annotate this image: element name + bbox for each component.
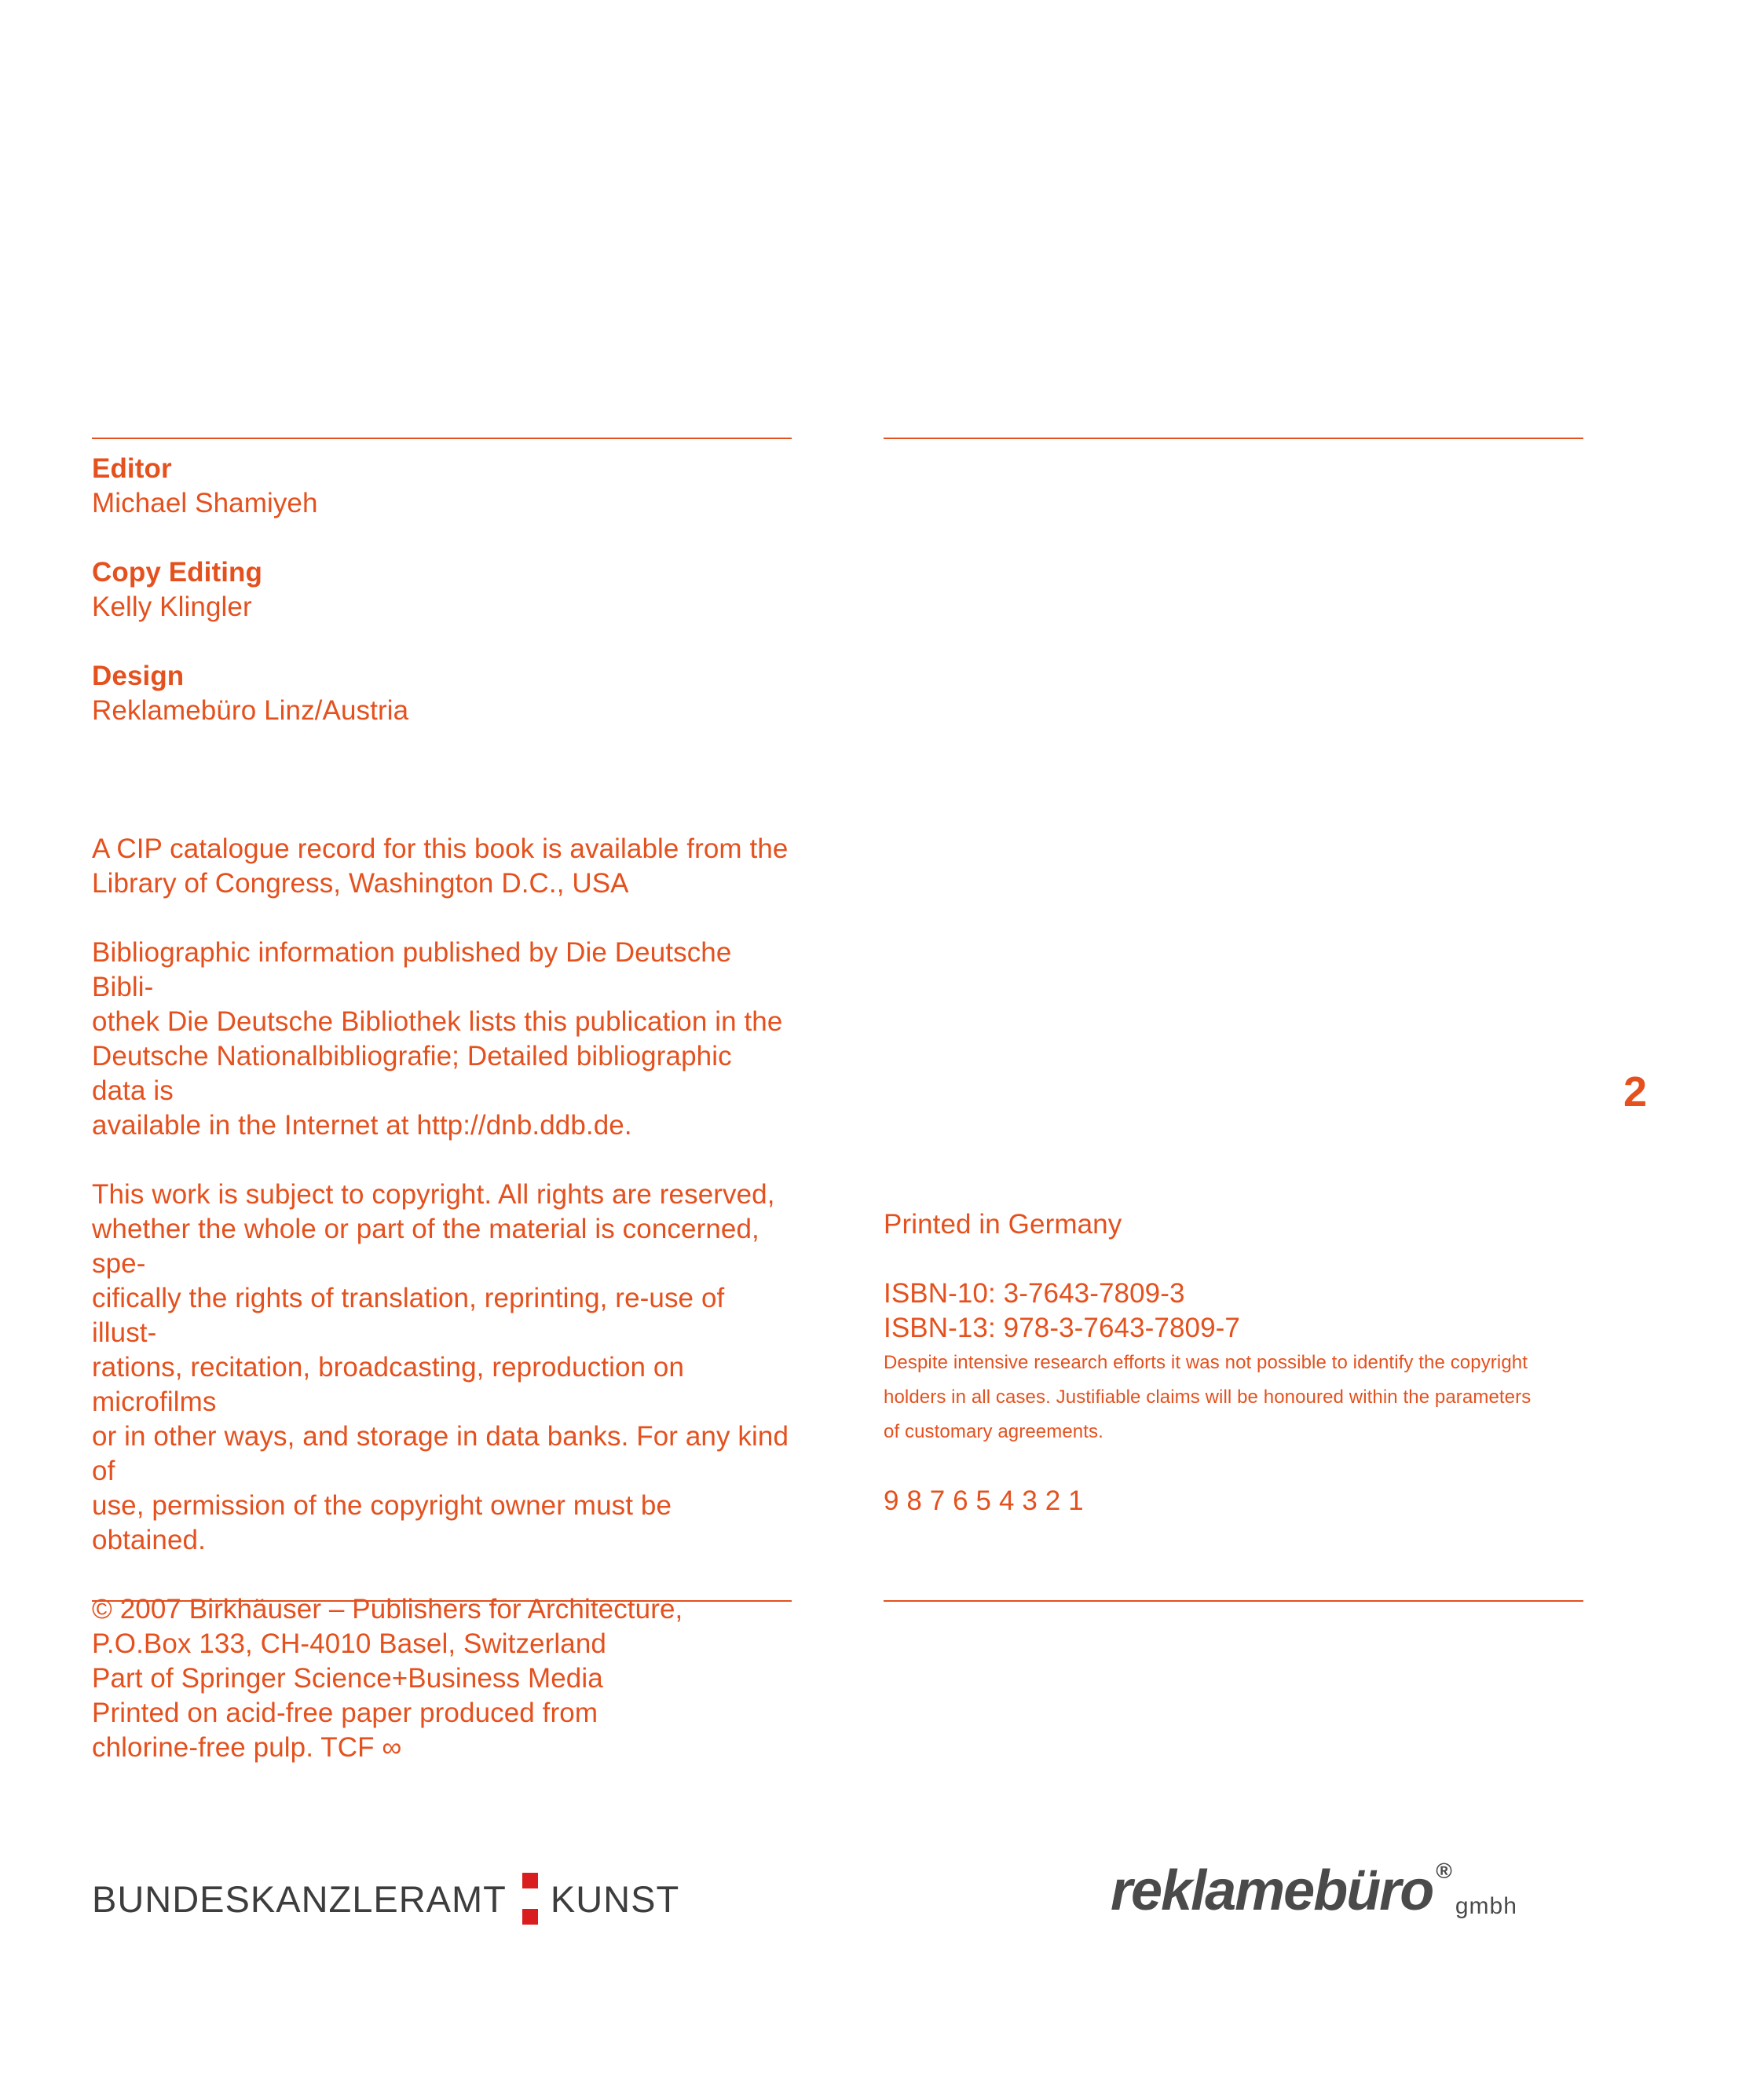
bibliographic-paragraph [92,936,791,1143]
copyright-line: whether the whole or part of the material is concerned, spe- [92,1214,759,1279]
printed-in-germany: Printed in Germany [884,1209,1122,1240]
bundeskanzleramt-kunst-logo [92,1871,679,1926]
publisher-line: P.O.Box 133, CH-4010 Basel, Switzerland [92,1628,606,1659]
logo-text-gmbh: gmbh [1455,1893,1517,1919]
disclaimer-line: of customary agreements. [884,1421,1103,1442]
logo-red-squares-icon [522,1873,538,1925]
logo-text-reklamebuero: reklamebüro [1111,1859,1433,1922]
logo-text-bundeskanzleramt: BUNDESKANZLERAMT [92,1877,507,1920]
biblio-line: Deutsche Nationalbibliografie; Detailed bibliographic data is [92,1041,732,1106]
copy-editing-name: Kelly Klingler [92,592,252,622]
copyright-line: use, permission of the copyright owner must be obtained. [92,1490,672,1555]
copy-editing-heading: Copy Editing [92,557,263,588]
design-heading: Design [92,661,185,691]
publisher-paragraph [92,1592,791,1765]
isbn-13: ISBN-13: 978-3-7643-7809-7 [884,1313,1240,1343]
copyright-line: rations, recitation, broadcasting, reproduction on microfilms [92,1352,685,1417]
cip-line: Library of Congress, Washington D.C., USA [92,868,629,899]
right-column [884,1207,1583,1518]
copyright-paragraph [92,1178,791,1558]
biblio-line: available in the Internet at http://dnb.ddb.de. [92,1110,632,1141]
disclaimer-line: Despite intensive research efforts it was not possible to identify the copyright [884,1352,1528,1373]
editor-heading: Editor [92,453,172,484]
cip-line: A CIP catalogue record for this book is available from the [92,833,789,864]
left-column [92,452,791,1765]
publisher-line: © 2007 Birkhäuser – Publishers for Architecture, [92,1594,683,1625]
disclaimer-line: holders in all cases. Justifiable claims will be honoured within the parameters [884,1387,1532,1408]
top-rule-left [92,438,792,439]
copyright-line: or in other ways, and storage in data banks. For any kind of [92,1421,789,1486]
disclaimer-paragraph [884,1346,1583,1449]
bottom-rule-right [884,1600,1583,1602]
page-number: 2 [1623,1068,1648,1115]
print-run-numbers: 9 8 7 6 5 4 3 2 1 [884,1485,1084,1516]
publisher-line: Part of Springer Science+Business Media [92,1663,603,1694]
editor-name: Michael Shamiyeh [92,488,318,518]
logo-text-kunst: KUNST [550,1877,680,1920]
reklamebuero-logo [1111,1855,1517,1926]
top-rule-right [884,438,1583,439]
publisher-line: Printed on acid-free paper produced from [92,1698,598,1728]
biblio-line: othek Die Deutsche Bibliothek lists this publication in the [92,1006,783,1037]
isbn-10: ISBN-10: 3-7643-7809-3 [884,1278,1185,1309]
copyright-line: cifically the rights of translation, reprinting, re-use of illust- [92,1283,725,1348]
registered-mark-icon: ® [1436,1859,1452,1883]
biblio-line: Bibliographic information published by Die Deutsche Bibli- [92,937,732,1002]
design-name: Reklamebüro Linz/Austria [92,695,409,726]
copyright-line: This work is subject to copyright. All rights are reserved, [92,1179,775,1210]
cip-paragraph [92,832,791,901]
publisher-line: chlorine-free pulp. TCF ∞ [92,1732,402,1763]
